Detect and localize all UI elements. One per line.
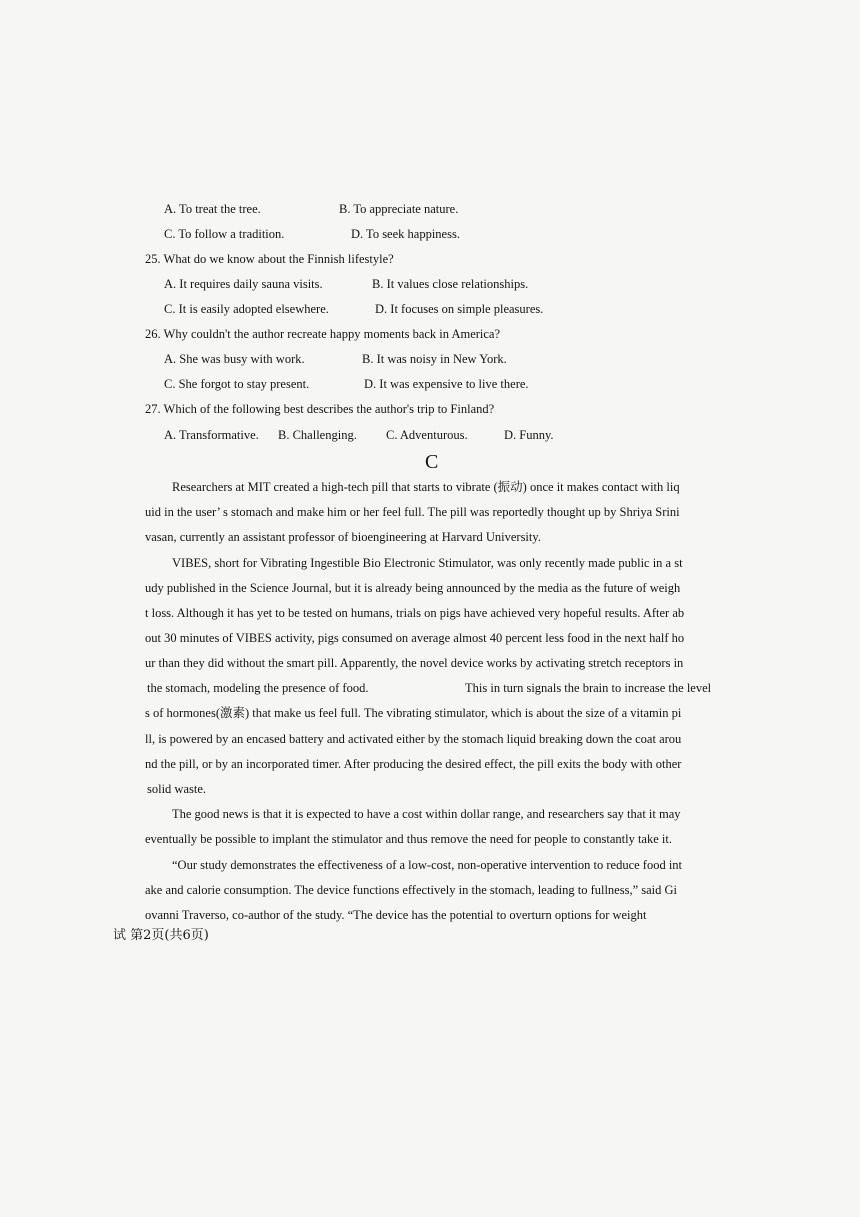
q26-option-c[interactable]: C. She forgot to stay present. xyxy=(164,377,310,391)
q25-option-b[interactable]: B. It values close relationships. xyxy=(372,277,529,291)
passage-line: ake and calorie consumption. The device functions effectively in the stomach, leading to fullness,” said Gi xyxy=(145,883,678,897)
question-27: 27. Which of the following best describes the author's trip to Finland? xyxy=(145,402,495,416)
q25-option-d[interactable]: D. It focuses on simple pleasures. xyxy=(375,302,544,316)
q27-option-c[interactable]: C. Adventurous. xyxy=(386,428,468,442)
q27-option-d[interactable]: D. Funny. xyxy=(504,428,554,442)
page-footer: 试 第2页(共6页) xyxy=(113,928,209,943)
passage-line: nd the pill, or by an incorporated timer. After producing the desired effect, the pill exits the body with other xyxy=(145,757,682,771)
passage-line: s of hormones(激素) that make us feel full. The vibrating stimulator, which is about the size of a vitamin pi xyxy=(145,706,682,720)
passage-line: ur than they did without the smart pill. Apparently, the novel device works by activating stretch receptors in xyxy=(145,656,684,670)
q27-option-b[interactable]: B. Challenging. xyxy=(278,428,357,442)
q24-option-b[interactable]: B. To appreciate nature. xyxy=(339,202,459,216)
passage-line: out 30 minutes of VIBES activity, pigs consumed on average almost 40 percent less food in the next half ho xyxy=(145,631,685,645)
passage-line: eventually be possible to implant the stimulator and thus remove the need for people to constantly take it. xyxy=(145,832,672,846)
q25-option-c[interactable]: C. It is easily adopted elsewhere. xyxy=(164,302,329,316)
q27-option-a[interactable]: A. Transformative. xyxy=(164,428,259,442)
passage-line: VIBES, short for Vibrating Ingestible Bio Electronic Stimulator, was only recently made public in a st xyxy=(172,556,683,570)
passage-line: “Our study demonstrates the effectiveness of a low-cost, non-operative intervention to reduce food int xyxy=(172,858,683,872)
q24-option-a[interactable]: A. To treat the tree. xyxy=(164,202,261,216)
question-26: 26. Why couldn't the author recreate happy moments back in America? xyxy=(145,327,501,341)
passage-line: uid in the user’ s stomach and make him or her feel full. The pill was reportedly thought up by Shriya Srini xyxy=(145,505,680,519)
passage-line: udy published in the Science Journal, but it is already being announced by the media as the future of weigh xyxy=(145,581,681,595)
passage-line: This in turn signals the brain to increase the level xyxy=(465,681,712,695)
section-heading-c: C xyxy=(425,451,439,473)
q24-option-d[interactable]: D. To seek happiness. xyxy=(351,227,460,241)
passage-line: t loss. Although it has yet to be tested on humans, trials on pigs have achieved very hopeful results. After ab xyxy=(145,606,685,620)
q26-option-a[interactable]: A. She was busy with work. xyxy=(164,352,305,366)
q26-option-b[interactable]: B. It was noisy in New York. xyxy=(362,352,507,366)
q26-option-d[interactable]: D. It was expensive to live there. xyxy=(364,377,529,391)
question-25: 25. What do we know about the Finnish lifestyle? xyxy=(145,252,394,266)
q24-option-c[interactable]: C. To follow a tradition. xyxy=(164,227,285,241)
passage-line: The good news is that it is expected to have a cost within dollar range, and researchers say that it may xyxy=(172,807,681,821)
passage-line: vasan, currently an assistant professor of bioengineering at Harvard University. xyxy=(145,530,541,544)
passage-line: solid waste. xyxy=(147,782,207,796)
passage-line: Researchers at MIT created a high-tech pill that starts to vibrate (振动) once it makes contact with liq xyxy=(172,480,680,494)
passage-line: ovanni Traverso, co-author of the study. “The device has the potential to overturn options for weight xyxy=(145,908,647,922)
q25-option-a[interactable]: A. It requires daily sauna visits. xyxy=(164,277,323,291)
passage-line: the stomach, modeling the presence of food. xyxy=(147,681,369,695)
passage-line: ll, is powered by an encased battery and activated either by the stomach liquid breaking down the coat arou xyxy=(145,732,682,746)
